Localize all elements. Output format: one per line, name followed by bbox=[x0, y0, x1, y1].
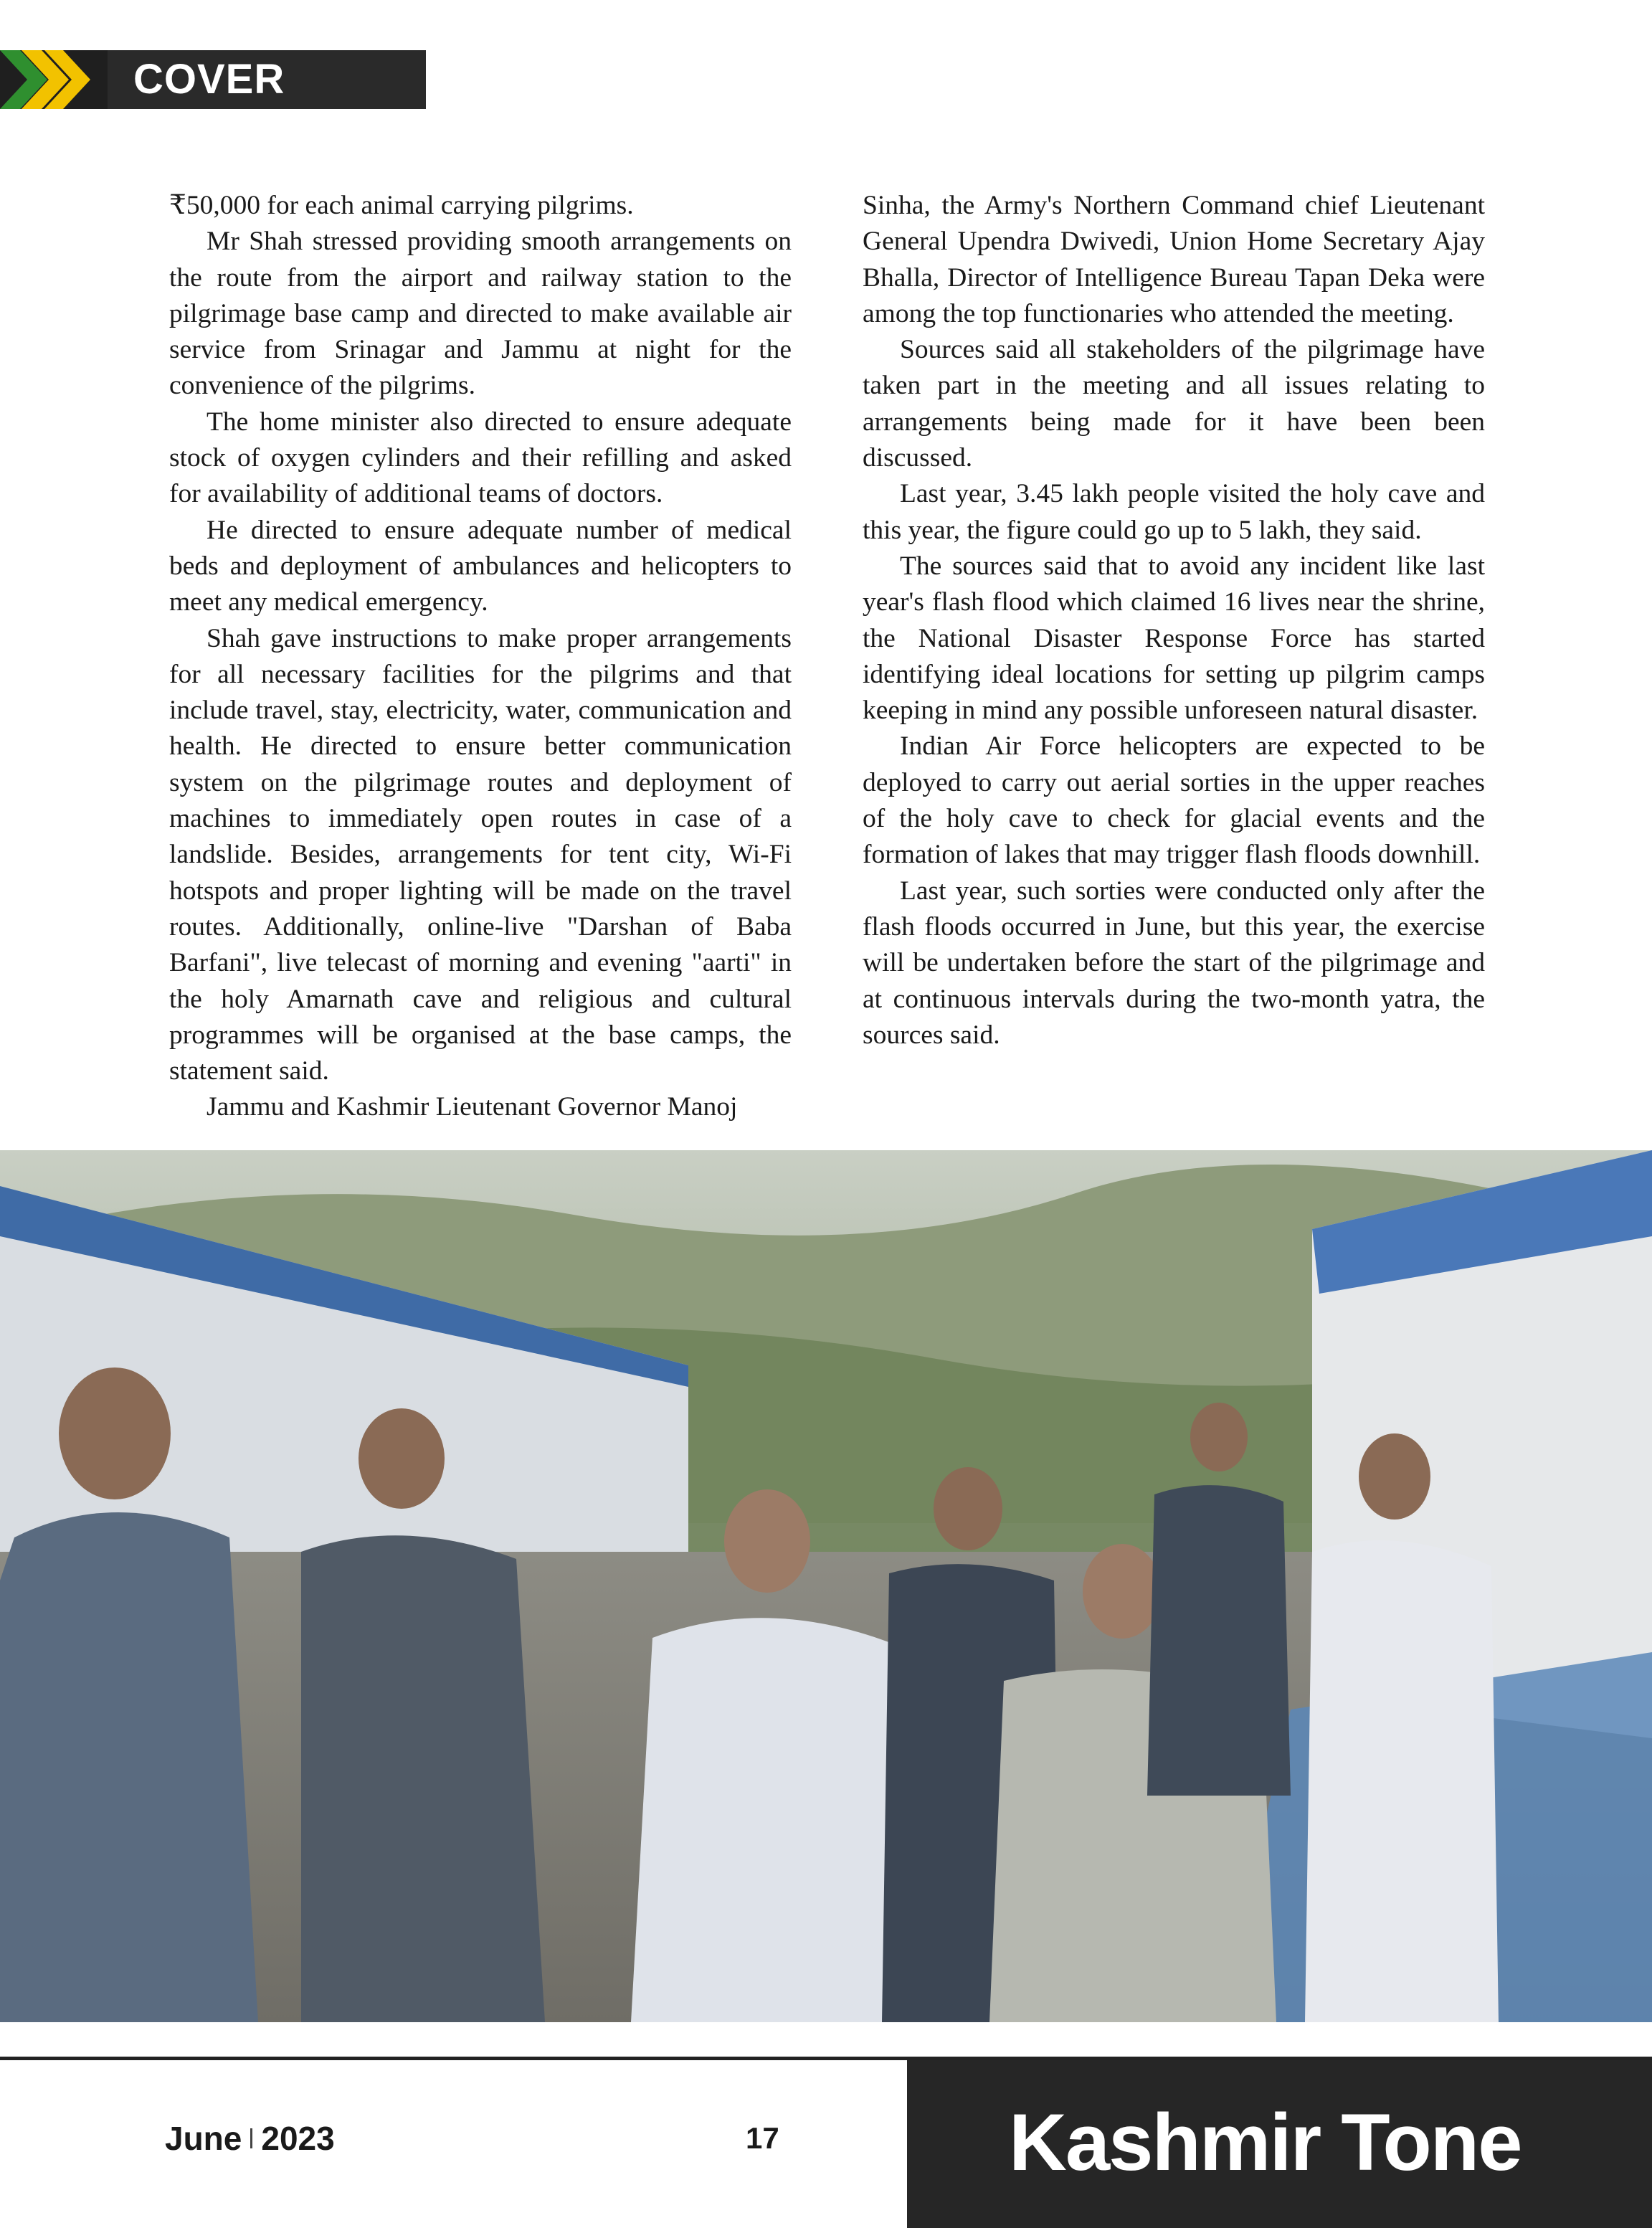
paragraph: Shah gave instructions to make proper arrangements for all necessary facilities for the pilgrims and that include travel, stay, electricity, water, communication and health. He directed to ensure better communication system on the pilgrimage routes and deployment of machines to immediately open routes in case of a landslide. Besides, arrangements for tent city, Wi-Fi hotspots and proper lighting will be made on the travel routes. Additionally, online-live "Darshan of Baba Barfani", live telecast of morning and evening "aarti" in the holy Amarnath cave and religious and cultural programmes will be organised at the base camps, the statement said. bbox=[169, 623, 792, 1086]
paragraph: The sources said that to avoid any incident like last year's flash flood which claimed 16 lives near the shrine, the National Disaster Response Force has started identifying ideal locations for setting up pilgrim camps keeping in mind any possible unforeseen natural disaster. bbox=[863, 551, 1485, 726]
section-label: COVER STORY bbox=[108, 50, 426, 109]
paragraph: Last year, such sorties were conducted only after the flash floods occurred in June, but this year, the exercise will be undertaken before the start of the pilgrimage and at continuous intervals during the two-month yatra, the sources said. bbox=[863, 876, 1485, 1050]
issue-month: June bbox=[165, 2120, 242, 2157]
brand-box bbox=[907, 2060, 1652, 2228]
paragraph: Sources said all stakeholders of the pilgrimage have taken part in the meeting and all issues relating to arrangements being made for it have been been discussed. bbox=[863, 335, 1485, 473]
paragraph: Sinha, the Army's Northern Command chief Lieutenant General Upendra Dwivedi, Union Home Secretary Ajay Bhalla, Director of Intelligence Bureau Tapan Deka were among the top functionaries who attended the meeting. bbox=[863, 191, 1485, 328]
paragraph: Last year, 3.45 lakh people visited the holy cave and this year, the figure could go up to 5 lakh, they said. bbox=[863, 479, 1485, 545]
article-column-left bbox=[169, 188, 792, 1126]
issue-year: 2023 bbox=[261, 2120, 335, 2157]
paragraph: Mr Shah stressed providing smooth arrangements on the route from the airport and railway station to the pilgrimage base camp and directed to make available air service from Srinagar and Jammu at night for the convenience of the pilgrims. bbox=[169, 227, 792, 401]
article-column-right bbox=[863, 188, 1485, 1053]
section-header bbox=[0, 50, 426, 161]
chevron-icon bbox=[0, 50, 108, 109]
issue-date bbox=[165, 2119, 335, 2158]
brand-logo: Kashmir Tone bbox=[1009, 2097, 1522, 2187]
chevron-bar bbox=[0, 50, 108, 109]
paragraph: ₹50,000 for each animal carrying pilgrims. bbox=[169, 191, 634, 220]
paragraph: He directed to ensure adequate number of medical beds and deployment of ambulances and helicopters to meet any medical emergency. bbox=[169, 515, 792, 617]
paragraph: The home minister also directed to ensure adequate stock of oxygen cylinders and their refilling and asked for availability of additional teams of doctors. bbox=[169, 407, 792, 509]
article-photo bbox=[0, 1150, 1652, 2022]
paragraph: Jammu and Kashmir Lieutenant Governor Manoj bbox=[206, 1092, 738, 1122]
paragraph: Indian Air Force helicopters are expected to be deployed to carry out aerial sorties in the upper reaches of the holy cave to check for glacial events and the formation of lakes that may trigger flash floods downhill. bbox=[863, 731, 1485, 870]
page-number: 17 bbox=[746, 2121, 779, 2155]
date-separator bbox=[250, 2128, 252, 2148]
photo-illustration bbox=[0, 1150, 1652, 2022]
